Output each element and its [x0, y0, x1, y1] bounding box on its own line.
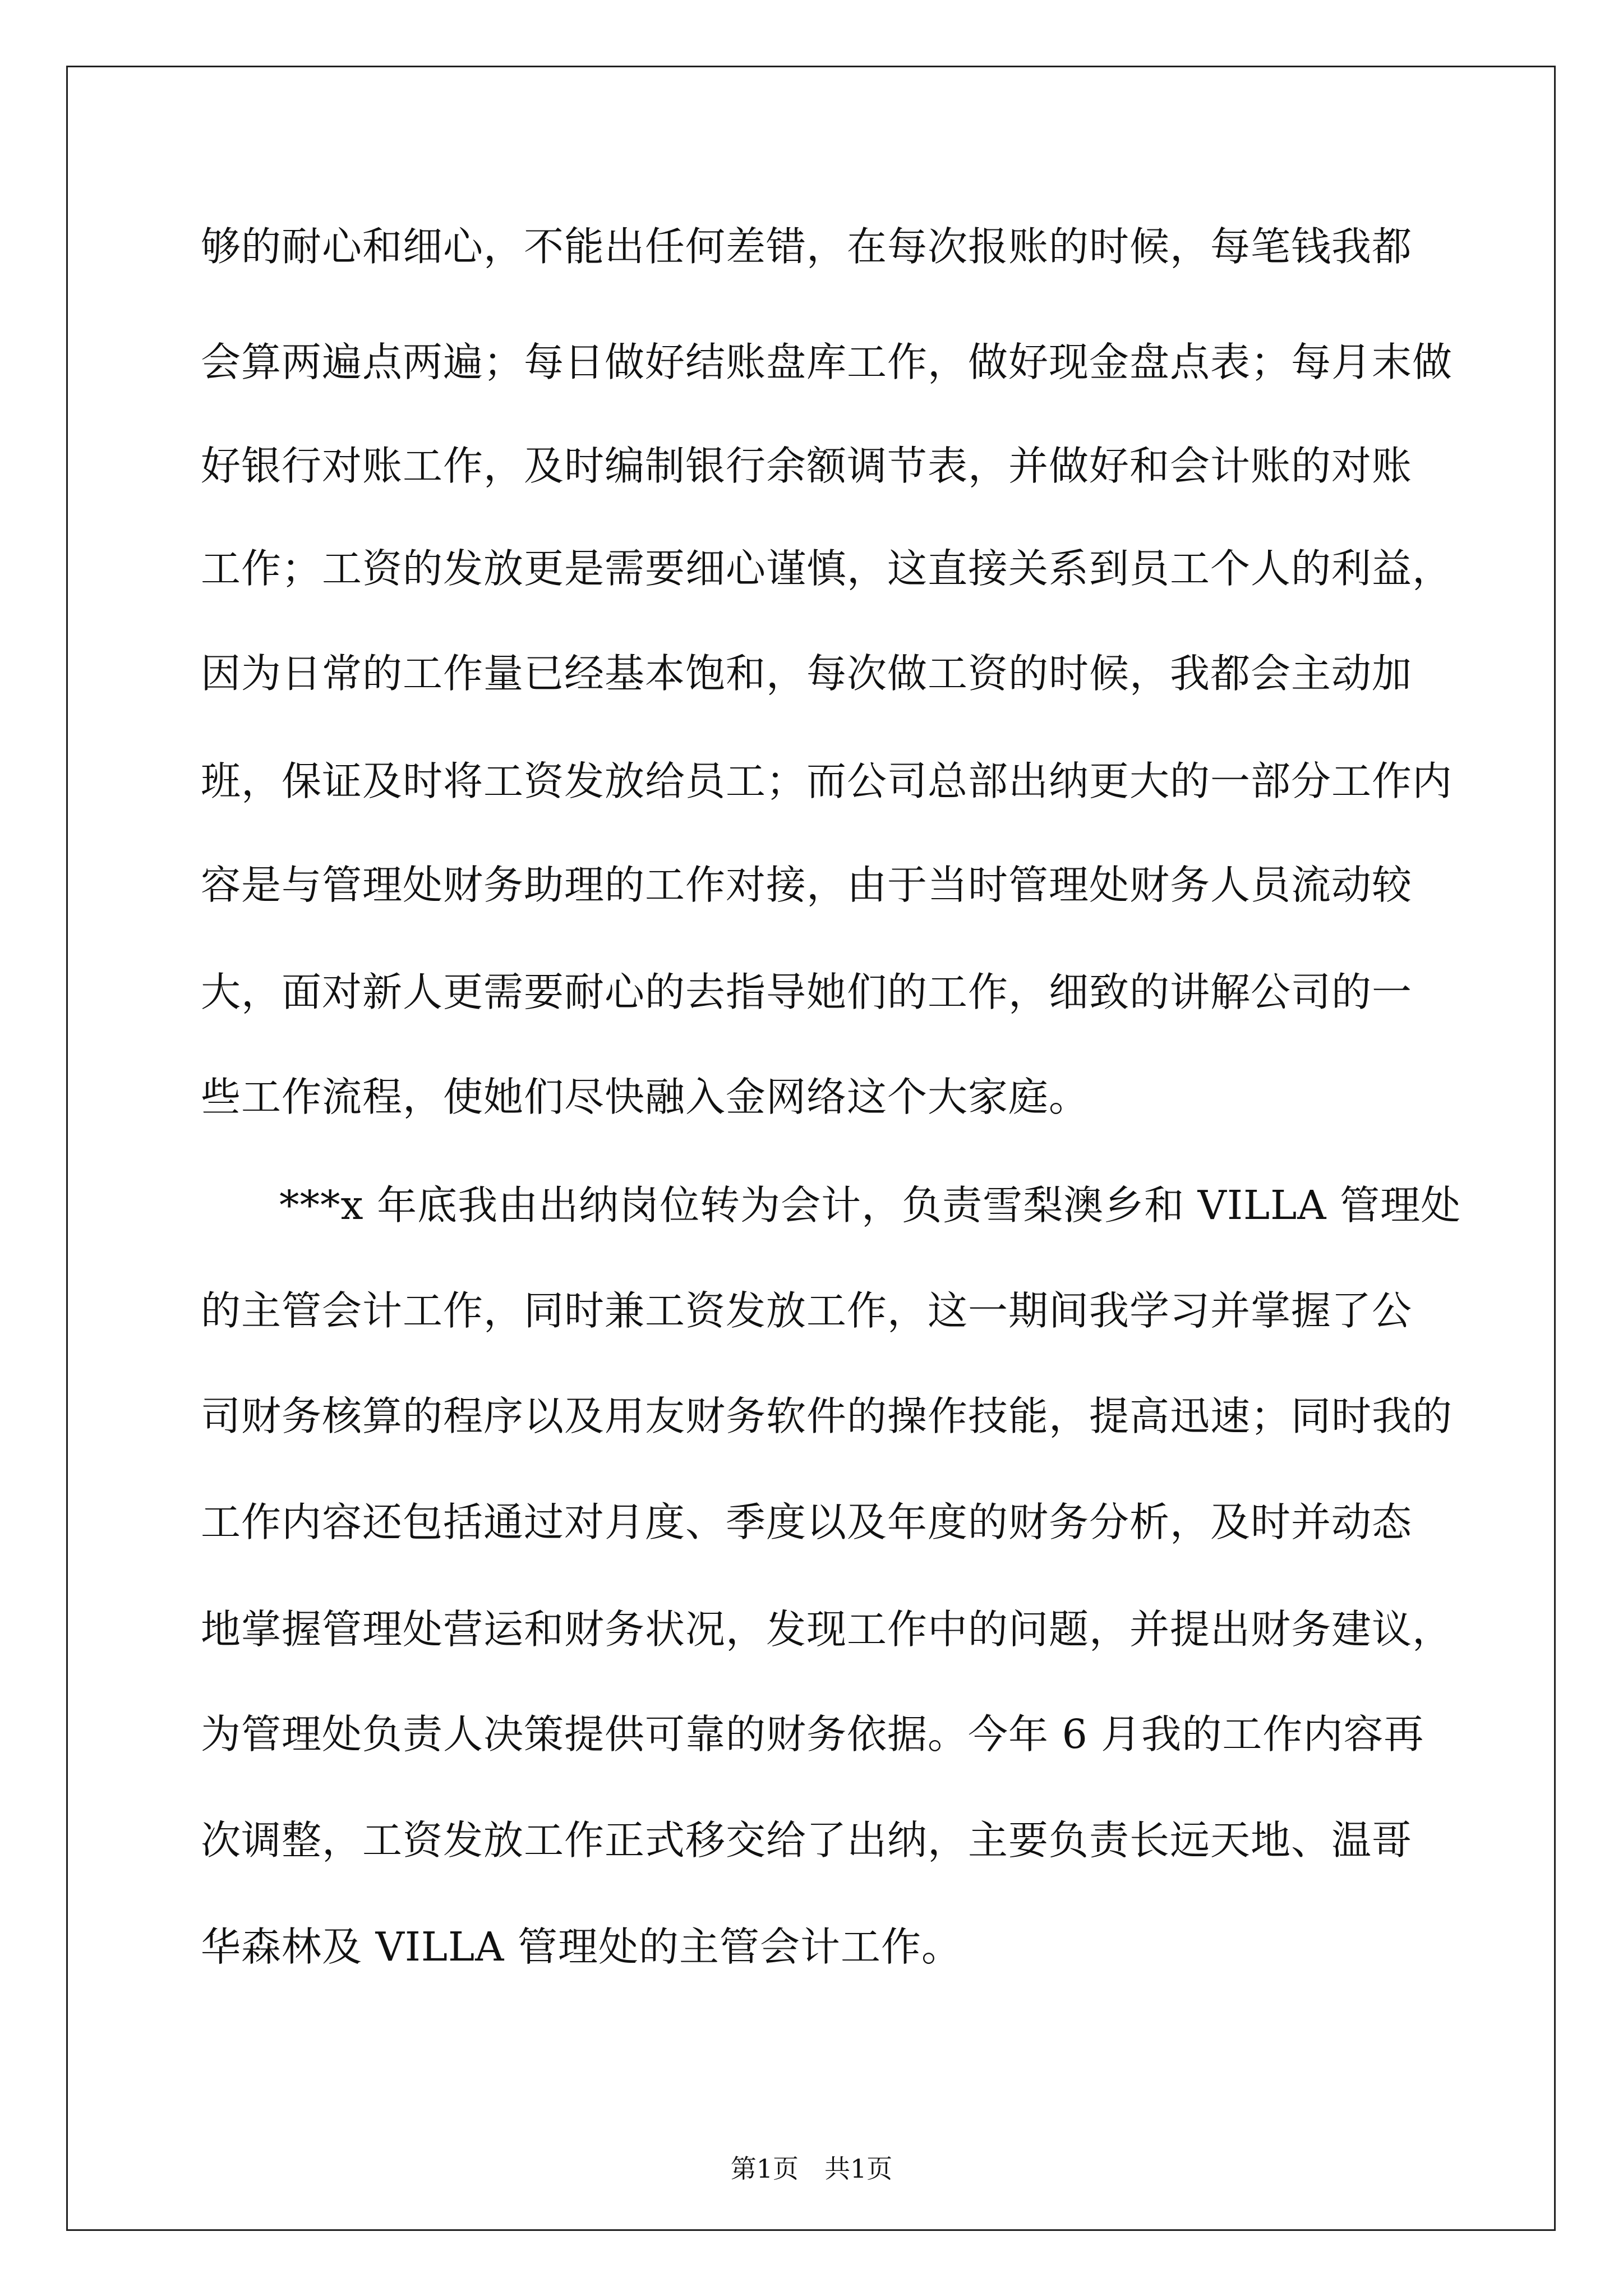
text-line: 司财务核算的程序以及用友财务软件的操作技能，提高迅速；同时我的 — [201, 1393, 1453, 1439]
text-line: 班，保证及时将工资发放给员工；而公司总部出纳更大的一部分工作内 — [201, 758, 1453, 804]
text-line: 华森林及 VILLA 管理处的主管会计工作。 — [201, 1924, 962, 1970]
text-line: ***x 年底我由出纳岗位转为会计，负责雪梨澳乡和 VILLA 管理处 — [279, 1182, 1461, 1228]
page-border — [66, 66, 1556, 2231]
text-line: 容是与管理处财务助理的工作对接，由于当时管理处财务人员流动较 — [201, 862, 1413, 908]
text-line: 够的耐心和细心，不能出任何差错，在每次报账的时候，每笔钱我都 — [201, 223, 1413, 270]
text-line: 为管理处负责人决策提供可靠的财务依据。今年 6 月我的工作内容再 — [201, 1711, 1424, 1757]
text-line: 因为日常的工作量已经基本饱和，每次做工资的时候，我都会主动加 — [201, 650, 1413, 697]
text-line: 的主管会计工作，同时兼工资发放工作，这一期间我学习并掌握了公 — [201, 1287, 1413, 1334]
text-line: 些工作流程，使她们尽快融入金网络这个大家庭。 — [201, 1074, 1090, 1120]
text-line: 好银行对账工作，及时编制银行余额调节表，并做好和会计账的对账 — [201, 443, 1413, 489]
text-line: 大，面对新人更需要耐心的去指导她们的工作，细致的讲解公司的一 — [201, 969, 1413, 1015]
text-line: 工作；工资的发放更是需要细心谨慎，这直接关系到员工个人的利益， — [201, 545, 1453, 592]
text-line: 次调整，工资发放工作正式移交给了出纳，主要负责长远天地、温哥 — [201, 1817, 1413, 1864]
page-number: 第1页 共1页 — [730, 2154, 893, 2184]
text-line: 地掌握管理处营运和财务状况，发现工作中的问题，并提出财务建议， — [201, 1606, 1453, 1653]
text-line: 会算两遍点两遍；每日做好结账盘库工作，做好现金盘点表；每月末做 — [201, 339, 1453, 385]
text-line: 工作内容还包括通过对月度、季度以及年度的财务分析，及时并动态 — [201, 1499, 1413, 1545]
